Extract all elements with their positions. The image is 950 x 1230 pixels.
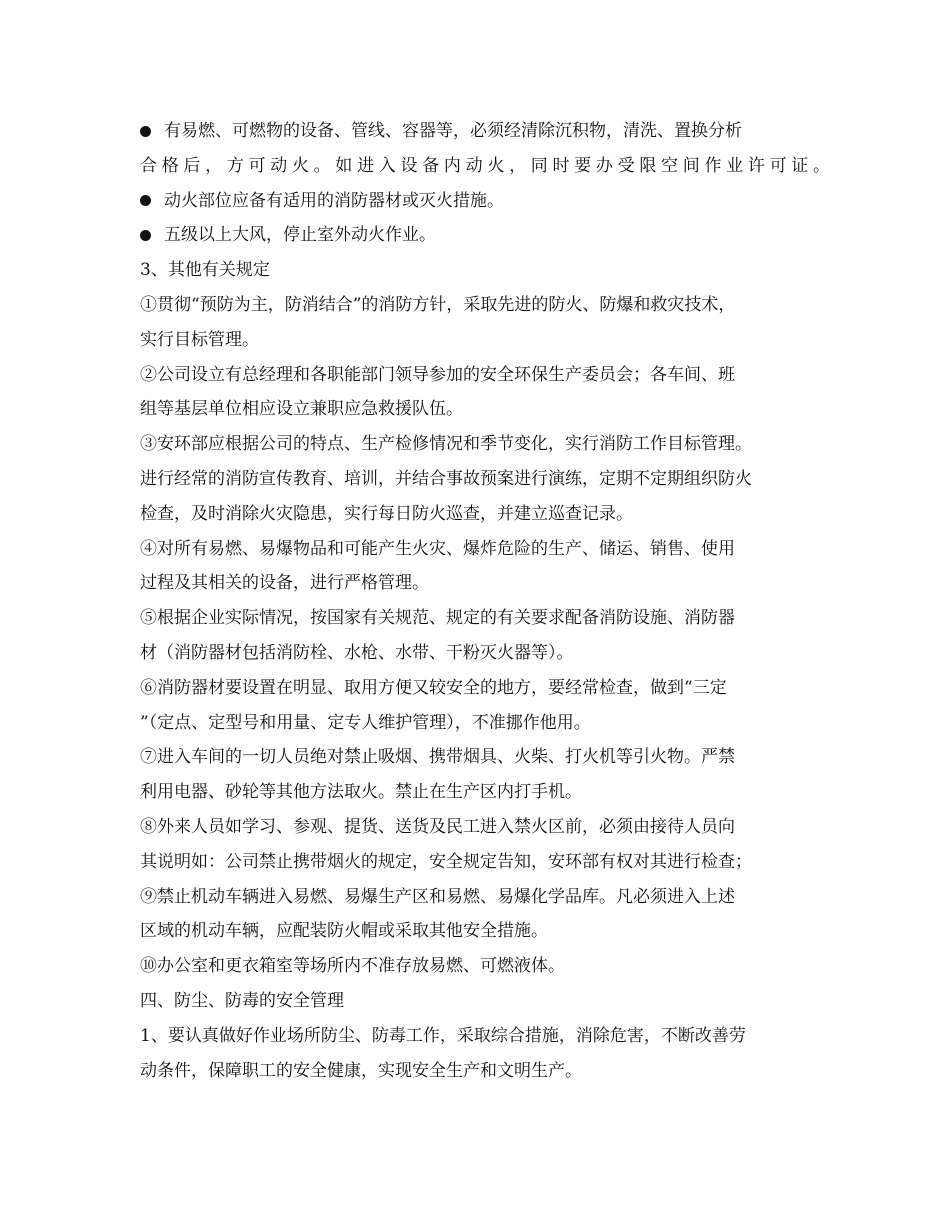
paragraph-line: 其说明如：公司禁止携带烟火的规定，安全规定告知，安环部有权对其进行检查； (140, 851, 752, 872)
paragraph-line: 合格后，方可动火。如进入设备内动火，同时要办受限空间作业许可证。 (140, 155, 830, 176)
paragraph-line: ②公司设立有总经理和各职能部门领导参加的安全环保生产委员会；各车间、班 (140, 364, 735, 385)
paragraph-line: ④对所有易燃、易爆物品和可能产生火灾、爆炸危险的生产、储运、销售、使用 (140, 538, 735, 559)
bullet-icon (140, 126, 151, 137)
paragraph-line: ①贯彻“预防为主，防消结合”的消防方针，采取先进的防火、防爆和救灾技术， (140, 294, 736, 315)
paragraph-line: 动条件，保障职工的安全健康，实现安全生产和文明生产。 (140, 1060, 582, 1081)
paragraph-line: ”（定点、定型号和用量、定专人维护管理），不准挪作他用。 (140, 712, 591, 733)
paragraph-line: 进行经常的消防宣传教育、培训，并结合事故预案进行演练，定期不定期组织防火 (140, 468, 752, 489)
bullet-text: 有易燃、可燃物的设备、管线、容器等，必须经清除沉积物，清洗、置换分析 (164, 121, 742, 141)
paragraph-line: ⑨禁止机动车辆进入易燃、易爆生产区和易燃、易爆化学品库。凡必须进入上述 (140, 886, 735, 907)
bullet-icon (140, 230, 151, 241)
paragraph-line: ⑩办公室和更衣箱室等场所内不准存放易燃、可燃液体。 (140, 956, 565, 977)
paragraph-line: 材（消防器材包括消防栓、水枪、水带、干粉灭火器等）。 (140, 642, 574, 663)
bullet-item (140, 184, 830, 219)
section-heading: 四、防尘、防毒的安全管理 (140, 990, 344, 1011)
paragraph-line: 区域的机动车辆，应配装防火帽或采取其他安全措施。 (140, 921, 548, 942)
paragraph-line: ⑥消防器材要设置在明显、取用方便又较安全的地方，要经常检查，做到“三定 (140, 677, 727, 698)
bullet-item (140, 218, 830, 253)
document-page (140, 114, 830, 1088)
paragraph-line: 利用电器、砂轮等其他方法取火。禁止在生产区内打手机。 (140, 782, 582, 803)
paragraph-line: 组等基层单位相应设立兼职应急救援队伍。 (140, 399, 463, 420)
bullet-icon (140, 195, 151, 206)
paragraph-line: ③安环部应根据公司的特点、生产检修情况和季节变化，实行消防工作目标管理。 (140, 434, 752, 455)
bullet-item (140, 114, 830, 149)
bullet-text: 动火部位应备有适用的消防器材或灭火措施。 (164, 190, 504, 211)
section-heading: 3、其他有关规定 (140, 260, 270, 281)
paragraph-line: 实行目标管理。 (140, 329, 259, 350)
paragraph-line: ⑧外来人员如学习、参观、提货、送货及民工进入禁火区前，必须由接待人员向 (140, 816, 735, 837)
paragraph-line: ⑤根据企业实际情况，按国家有关规范、规定的有关要求配备消防设施、消防器 (140, 608, 735, 629)
paragraph-line: 1、要认真做好作业场所防尘、防毒工作，采取综合措施，消除危害，不断改善劳 (140, 1025, 746, 1046)
bullet-text: 五级以上大风，停止室外动火作业。 (164, 225, 436, 246)
paragraph-line: ⑦进入车间的一切人员绝对禁止吸烟、携带烟具、火柴、打火机等引火物。严禁 (140, 747, 735, 768)
paragraph-line: 检查，及时消除火灾隐患，实行每日防火巡查，并建立巡查记录。 (140, 503, 633, 524)
paragraph-line: 过程及其相关的设备，进行严格管理。 (140, 573, 429, 594)
